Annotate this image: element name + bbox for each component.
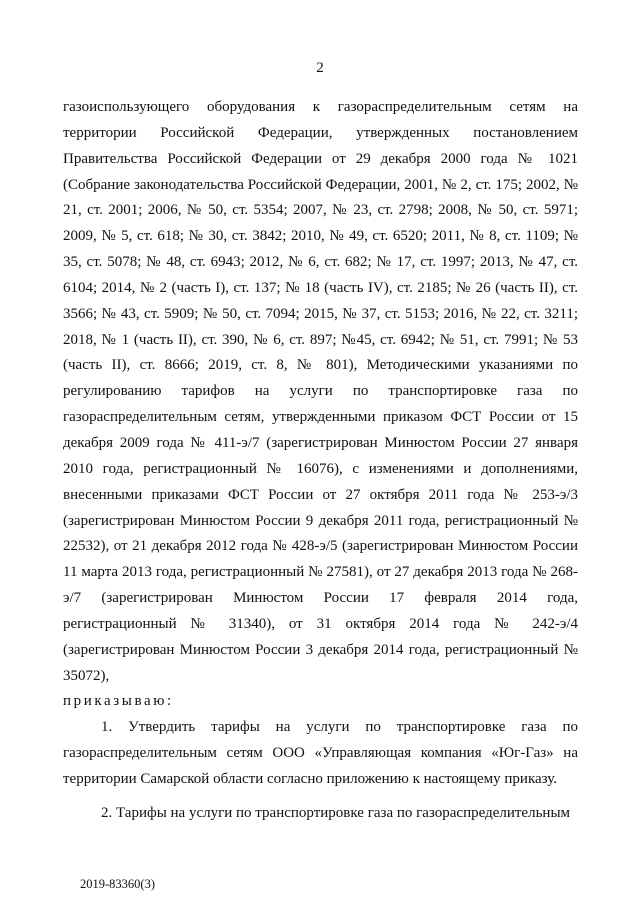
item-2-paragraph: 2. Тарифы на услуги по транспортировке газа по газораспределительным <box>101 804 571 821</box>
document-registration-number: 2019-83360(3) <box>80 877 155 891</box>
page-number: 2 <box>316 60 324 76</box>
intro-paragraph: газоиспользующего оборудования к газораспределительным сетям на территории Российской Федерации, утвержденных постановлением Правительства Российской Федерации от 29 декабря 2000 года № 1021 (Собрание законодательства Российской Федерации, 2001, № 2, ст. 175; 2002, № 21, ст. 2001; 2006, № 50, ст. 5354; 2007, № 23, ст. 2798; 2008, № 50, ст. 5971; 2009, № 5, ст. 618; № 30, ст. 3842; 2010, № 49, ст. 6520; 2011, № 8, ст. 1109; № 35, ст. 5078; № 48, ст. 6943; 2012, № 6, ст. 682; № 17, ст. 1997; 2013, № 47, ст. 6104; 2014, № 2 (часть I), ст. 137; № 18 (часть IV), ст. 2185; № 26 (часть II), ст. 3566; № 43, ст. 5909; № 50, ст. 7094; 2015, № 37, ст. 5153; 2016, № 22, ст. 3211; 2018, № 1 (часть II), ст. 390, № 6, ст. 897; №45, ст. 6942; № 51, ст. 7991; № 53 (часть II), ст. 8666; 2019, ст. 8, № 801), Методическими указаниями по регулированию тарифов на услуги по транспортировке газа по газораспределительным сетям, утвержденными приказом ФСТ России от 15 декабря 2009 года № 411-э/7 (зарегистрирован Минюстом России 27 января 2010 года, регистрационный № 16076), с изменениями и дополнениями, внесенными приказами ФСТ России от 27 октября 2011 года № 253-э/3 (зарегистрирован Минюстом России 9 декабря 2011 года, регистрационный № 22532), от 21 декабря 2012 года № 428-э/5 (зарегистрирован Минюстом России 11 марта 2013 года, регистрационный № 27581), от 27 декабря 2013 года № 268-э/7 (зарегистрирован Минюстом России 17 февраля 2014 года, регистрационный № 31340), от 31 октября 2014 года № 242-э/4 (зарегистрирован Минюстом России 3 декабря 2014 года, регистрационный № 35072), <box>63 99 578 684</box>
order-word: приказываю: <box>63 693 174 710</box>
document-body <box>63 95 578 827</box>
item-1-paragraph: 1. Утвердить тарифы на услуги по транспортировке газа по газораспределительным сетям ООО «Управляющая компания «Юг-Газ» на территории Самарской области согласно приложению к настоящему приказу. <box>63 719 578 787</box>
